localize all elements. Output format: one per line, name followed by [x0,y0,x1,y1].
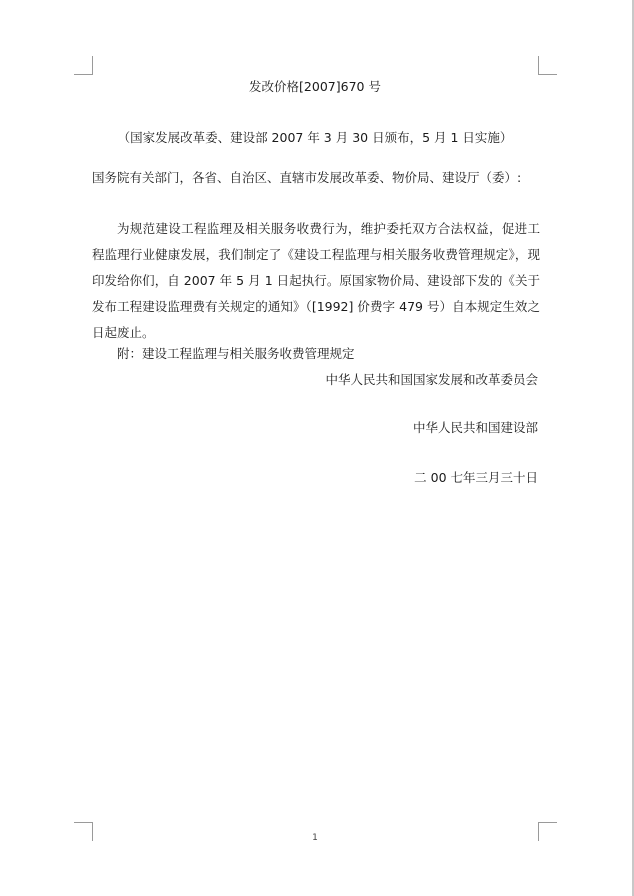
attachment-note: 附：建设工程监理与相关服务收费管理规定 [117,346,355,361]
issue-date: 二 00 七年三月三十日 [414,470,538,485]
addressee: 国务院有关部门，各省、自治区、直辖市发展改革委、物价局、建设厅（委）: [92,170,522,185]
body-paragraph: 为规范建设工程监理及相关服务收费行为，维护委托双方合法权益，促进工程监理行业健康发展，我们制定了《建设工程监理与相关服务收费管理规定》，现印发给你们，自 2007 年 5 月 1 日起执行。原国家物价局、建设部下发的《关于发布工程建设监理费有关规定的通知》（[1992] 价费字 479 号）自本规定生效之日起废止。 [92,221,540,340]
crop-mark-top-right [538,56,557,75]
issuance-note: （国家发展改革委、建设部 2007 年 3 月 30 日颁布，5 月 1 日实施） [117,130,513,145]
crop-mark-bottom-right [538,822,557,841]
signatory-moc: 中华人民共和国建设部 [412,420,538,435]
signatory-ndrc: 中华人民共和国国家发展和改革委员会 [325,372,538,387]
crop-mark-bottom-left [74,822,93,841]
page-number: 1 [312,833,318,843]
doc-number: 发改价格[2007]670 号 [249,79,381,94]
crop-mark-top-left [74,56,93,75]
